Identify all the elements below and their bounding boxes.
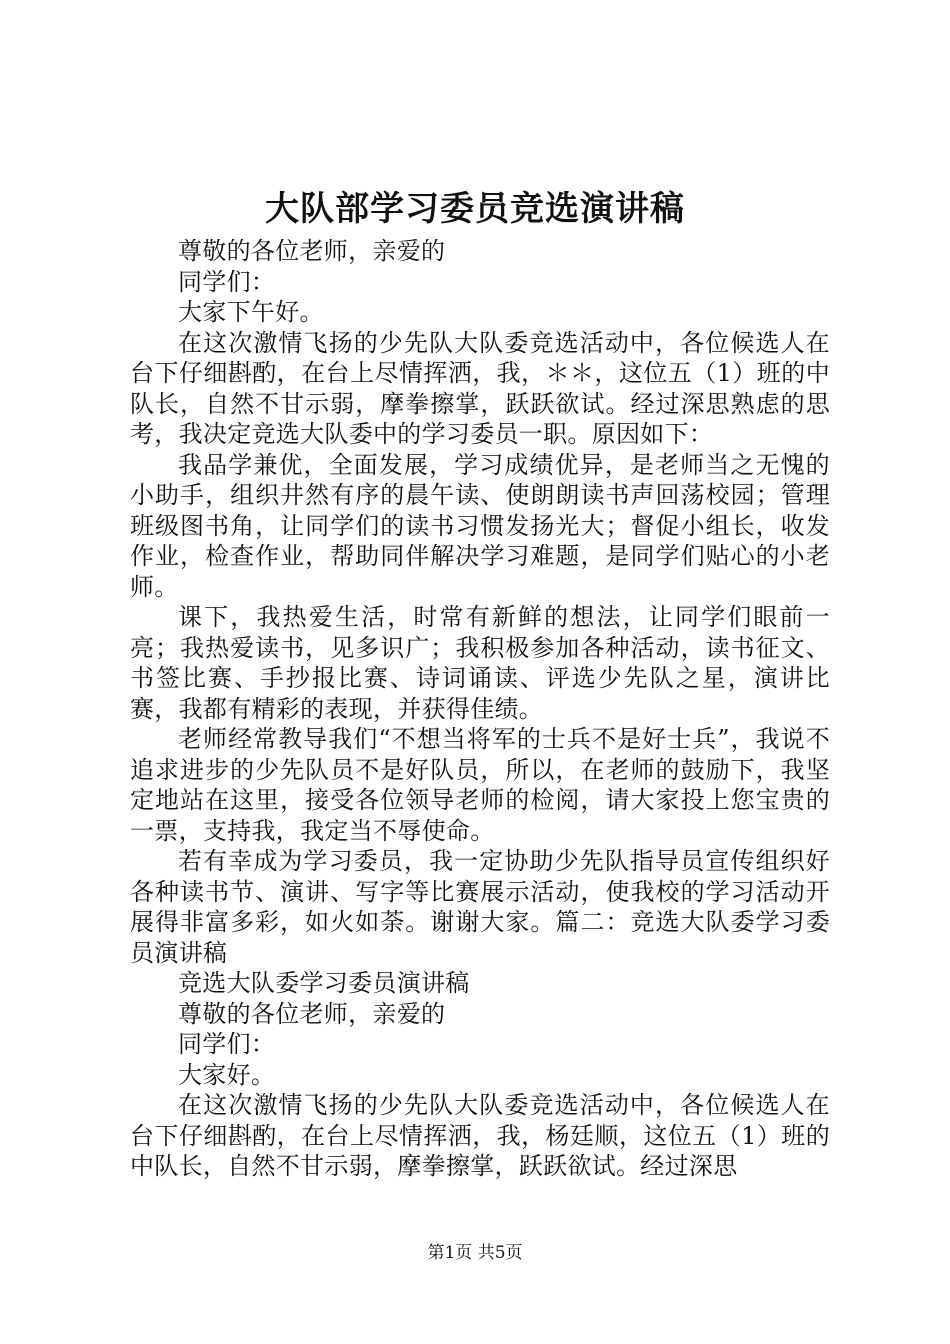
paragraph-study: 我品学兼优，全面发展，学习成绩优异，是老师当之无愧的小助手，组织井然有序的晨午读、使朗朗读书声回荡校园；管理班级图书角，让同学们的读书习惯发扬光大；督促小组长，收发作业，检查作业，帮助同伴解决学习难题，是同学们贴心的小老师。 [130,450,830,601]
paragraph-greeting-2: 尊敬的各位老师，亲爱的 [178,999,446,1028]
paragraph-promise: 若有幸成为学习委员，我一定协助少先队指导员宣传组织好各种读书节、演讲、写字等比赛展示活动，使我校的学习活动开展得非富多彩，如火如荼。谢谢大家。篇二：竞选大队委学习委员演讲稿 [130,847,830,967]
paragraph-motivation: 老师经常教导我们“不想当将军的士兵不是好士兵”，我说不追求进步的少先队员不是好队员，所以，在老师的鼓励下，我坚定地站在这里，接受各位领导老师的检阅，请大家投上您宝贵的一票，支持我，我定当不辱使命。 [130,725,830,845]
page-footer: 第1页 共5页 [427,1243,523,1263]
paragraph-greeting-cont: 同学们： [178,267,276,296]
document-title: 大队部学习委员竞选演讲稿 [265,189,685,229]
paragraph-greeting-2-cont: 同学们： [178,1030,276,1058]
paragraph-salutation: 大家下午好。 [178,298,324,326]
paragraph-salutation-2: 大家好。 [178,1060,276,1089]
paragraph-section-title: 竞选大队委学习委员演讲稿 [178,969,470,997]
paragraph-intro-2: 在这次激情飞扬的少先队大队委竞选活动中，各位候选人在台下仔细斟酌，在台上尽情挥洒，我，杨廷顺，这位五（1）班的中队长，自然不甘示弱，摩拳擦掌，跃跃欲试。经过深思 [130,1091,830,1180]
paragraph-intro: 在这次激情飞扬的少先队大队委竞选活动中，各位候选人在台下仔细斟酌，在台上尽情挥洒，我，＊＊，这位五（1）班的中队长，自然不甘示弱，摩拳擦掌，跃跃欲试。经过深思熟虑的思考，我决定竞选大队委中的学习委员一职。原因如下： [130,328,830,448]
document-body [130,236,830,1182]
paragraph-activities: 课下，我热爱生活，时常有新鲜的想法，让同学们眼前一亮；我热爱读书，见多识广；我积极参加各种活动，读书征文、书签比赛、手抄报比赛、诗词诵读、评选少先队之星，演讲比赛，我都有精彩的表现，并获得佳绩。 [130,603,830,723]
paragraph-greeting: 尊敬的各位老师，亲爱的 [178,237,446,265]
